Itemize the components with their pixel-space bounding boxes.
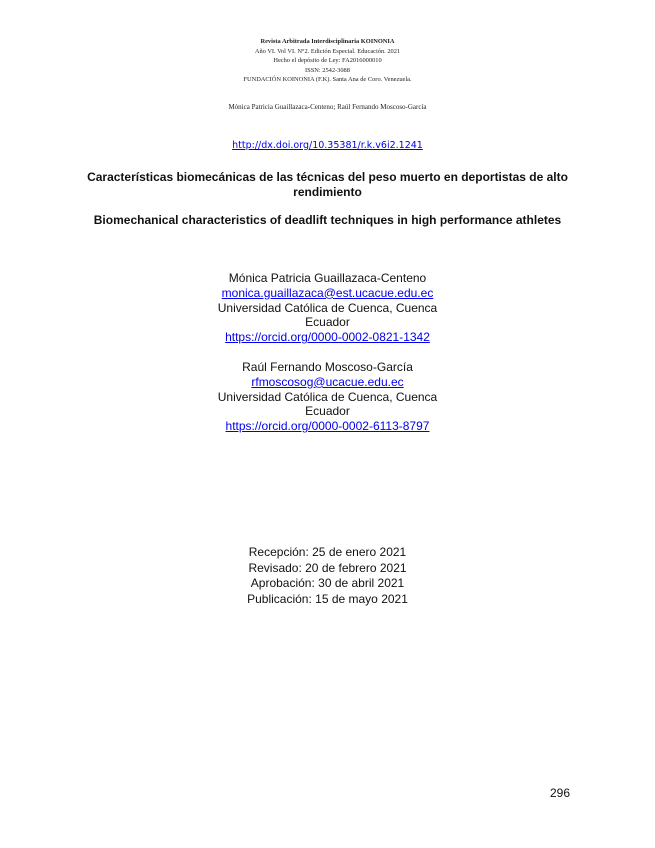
date-revised: Revisado: 20 de febrero 2021: [248, 560, 407, 575]
date-published: Publicación: 15 de mayo 2021: [247, 591, 408, 606]
date-received: Recepción: 25 de enero 2021: [248, 545, 407, 559]
journal-title: Revista Arbitrada Interdisciplinaria KOINONIA: [260, 38, 395, 45]
doi-link[interactable]: http://dx.doi.org/10.35381/r.k.v6i2.1241: [232, 140, 423, 151]
author-email-link[interactable]: rfmoscosog@ucacue.edu.ec: [251, 374, 404, 389]
running-head-authors: Mónica Patricia Guaillazaca-Centeno; Raúl Fernando Moscoso-García: [228, 103, 427, 111]
article-title-english: Biomechanical characteristics of deadlift techniques in high performance athletes: [93, 213, 562, 227]
page-number: 296: [550, 786, 571, 800]
journal-publisher: FUNDACIÓN KOINONIA (F.K). Santa Ana de Coro. Venezuela.: [243, 76, 412, 84]
author-name: Mónica Patricia Guaillazaca-Centeno: [228, 271, 427, 285]
author-country: Ecuador: [305, 404, 350, 419]
author-name: Raúl Fernando Moscoso-García: [242, 360, 413, 374]
doi-line: [0, 140, 655, 151]
author-affiliation: Universidad Católica de Cuenca, Cuenca: [217, 389, 438, 404]
date-approved: Aprobación: 30 de abril 2021: [250, 576, 405, 590]
article-title-spanish: Características biomecánicas de las técnicas del peso muerto en deportistas de alto rendimiento: [87, 170, 568, 199]
author-block: [0, 271, 655, 345]
journal-issue: Año VI. Vol VI. N°2. Edición Especial. Educación. 2021: [254, 47, 401, 55]
author-orcid-link[interactable]: https://orcid.org/0000-0002-0821-1342: [225, 330, 430, 345]
journal-issn: ISSN: 2542-3088: [305, 66, 350, 74]
author-block: [0, 360, 655, 434]
author-country: Ecuador: [305, 315, 350, 330]
author-affiliation: Universidad Católica de Cuenca, Cuenca: [217, 300, 438, 315]
author-email-link[interactable]: monica.guaillazaca@est.ucacue.edu.ec: [221, 285, 434, 300]
journal-legal-deposit: Hecho el depósito de Ley: FA2016000010: [273, 57, 382, 65]
publication-dates: [0, 545, 655, 607]
author-orcid-link[interactable]: https://orcid.org/0000-0002-6113-8797: [225, 419, 430, 434]
journal-header: [0, 37, 655, 85]
